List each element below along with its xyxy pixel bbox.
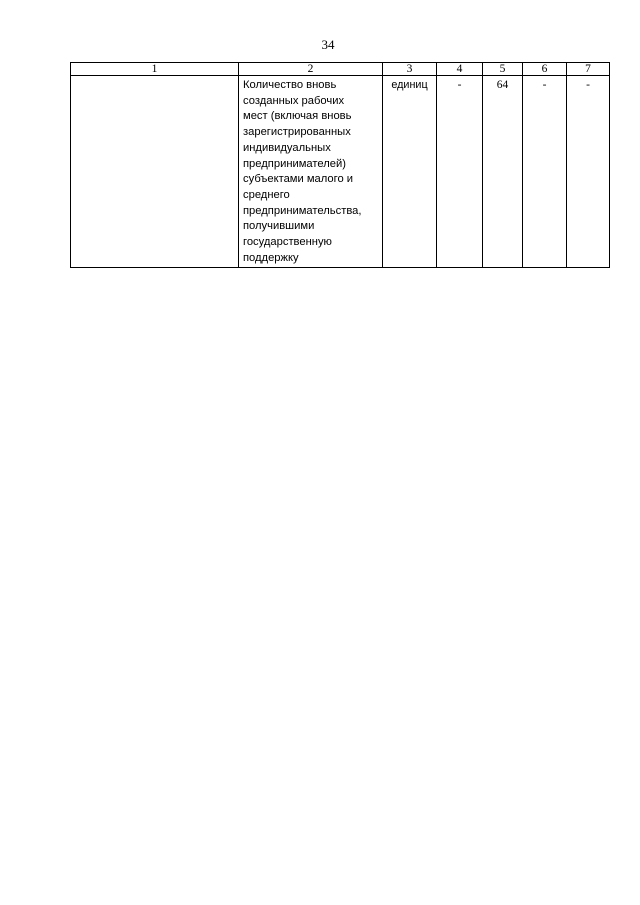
indicator-line: субъектами малого и — [243, 173, 354, 186]
header-col-2: 2 — [239, 63, 383, 76]
indicator-line: поддержку — [243, 251, 299, 264]
header-col-7: 7 — [567, 63, 610, 76]
indicator-line: государственную — [243, 236, 332, 249]
indicator-line: созданных рабочих — [243, 94, 345, 107]
indicator-line: мест (включая вновь — [243, 110, 352, 123]
indicator-table — [70, 62, 610, 268]
cell-indicator-name — [239, 76, 383, 268]
header-col-3: 3 — [383, 63, 437, 76]
header-col-1: 1 — [71, 63, 239, 76]
indicator-line: предпринимателей) — [243, 157, 346, 170]
cell-col-6: - — [523, 76, 567, 268]
indicator-line: Количество вновь — [243, 79, 337, 91]
cell-col-5: 64 — [483, 76, 523, 268]
cell-col-4: - — [437, 76, 483, 268]
header-col-6: 6 — [523, 63, 567, 76]
header-col-5: 5 — [483, 63, 523, 76]
table-row — [71, 76, 610, 268]
indicator-line: индивидуальных — [243, 141, 331, 154]
cell-unit: единиц — [383, 76, 437, 268]
header-row — [71, 63, 610, 76]
header-col-4: 4 — [437, 63, 483, 76]
indicator-line: среднего — [243, 188, 290, 201]
page-number: 34 — [321, 37, 335, 52]
indicator-line: получившими — [243, 220, 315, 233]
indicator-line: зарегистрированных — [243, 126, 351, 139]
cell-col-7: - — [567, 76, 610, 268]
cell-col-1 — [71, 76, 239, 268]
indicator-line: предпринимательства, — [243, 204, 362, 217]
